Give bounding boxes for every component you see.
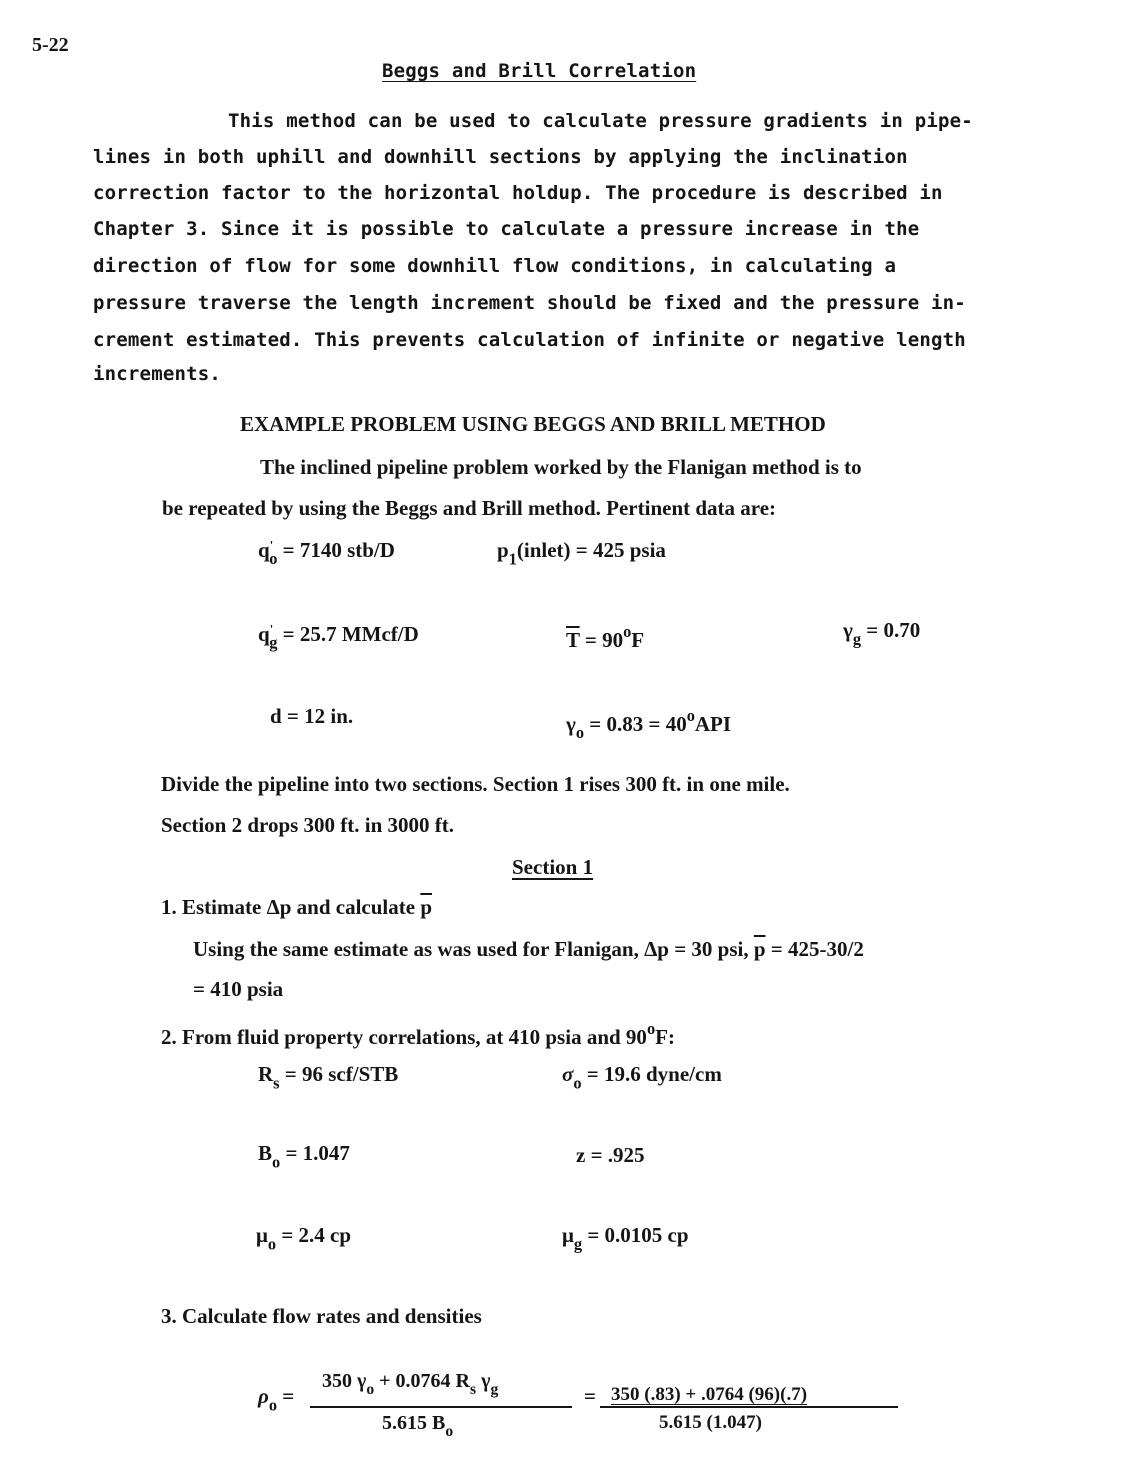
section-title: Section 1 [512,855,594,879]
prop-bo: $B_o = 1.047$ [258,1141,350,1172]
intro-line: correction factor to the horizontal holdup. The procedure is described in [93,182,943,204]
equation-numerator-1: 350 $\gamma_o + 0.0764$ $R_s$ $\gamma_g$ [322,1370,499,1399]
data-temperature: $\overline{T} = 90^oF$ [566,622,645,652]
data-gamma-g: $\gamma_g = 0.70$ [843,618,921,649]
prop-sigma-o: $\sigma_o = 19.6$ dyne/cm [562,1062,722,1093]
divide-line: Section 2 drops 300 ft. in 3000 ft. [161,813,455,837]
data-gamma-o: $\gamma_o = 0.83 = 40^oAPI$ [566,706,732,743]
prop-mu-o: $\mu_o = 2.4$ cp [256,1223,352,1254]
example-line: The inclined pipeline problem worked by the Flanigan method is to [260,455,862,479]
step-1-detail: Using the same estimate as was used for Flanigan, Δp = 30 psi, $\overline{p} = 425-30/2$ [193,937,864,961]
prop-mu-g: $\mu_g = 0.0105$ cp [562,1223,689,1254]
data-p1: $p_1(inlet) = 425$ psia [497,538,666,569]
intro-line: increments. [93,363,222,385]
equation-equals-2: = [584,1384,596,1408]
intro-line: crement estimated. This prevents calculation of infinite or negative length [93,329,966,351]
data-diameter: d = 12 in. [270,704,354,728]
fraction-bar-2 [600,1406,898,1408]
data-qo: $q'_o = 7140$ stb/D [258,538,395,569]
intro-line: This method can be used to calculate pressure gradients in pipe- [228,110,973,132]
page-title: Beggs and Brill Correlation [382,60,697,82]
intro-line: Chapter 3. Since it is possible to calculate a pressure increase in the [93,218,920,240]
fraction-bar-1 [310,1406,572,1408]
step-1: 1. Estimate Δp and calculate $\overline{p}$ [161,895,433,919]
step-1-result: = 410 psia [193,977,284,1001]
prop-rs: $R_s = 96$ scf/STB [258,1062,399,1093]
equation-denominator-1: 5.615 $B_o$ [382,1412,454,1441]
example-heading: EXAMPLE PROBLEM USING BEGGS AND BRILL METHOD [240,412,826,436]
intro-line: pressure traverse the length increment should be fixed and the pressure in- [93,292,966,314]
data-qg: $q'_g = 25.7$ MMcf/D [258,622,419,653]
step-3: 3. Calculate flow rates and densities [161,1304,482,1328]
intro-line: direction of flow for some downhill flow conditions, in calculating a [93,255,897,277]
divide-line: Divide the pipeline into two sections. Section 1 rises 300 ft. in one mile. [161,772,790,796]
page-number: 5-22 [32,34,69,56]
example-line: be repeated by using the Beggs and Brill method. Pertinent data are: [162,496,777,520]
step-2: 2. From fluid property correlations, at 410 psia and 90$^o$F: [161,1019,675,1049]
intro-line: lines in both uphill and downhill sections by applying the inclination [93,146,908,168]
equation-denominator-2: 5.615 (1.047) [659,1412,762,1433]
prop-z: z = .925 [576,1143,645,1167]
equation-lhs: $\rho_o$ = [258,1384,295,1415]
equation-numerator-2: 350 (.83) + .0764 (96)(.7) [611,1384,808,1405]
